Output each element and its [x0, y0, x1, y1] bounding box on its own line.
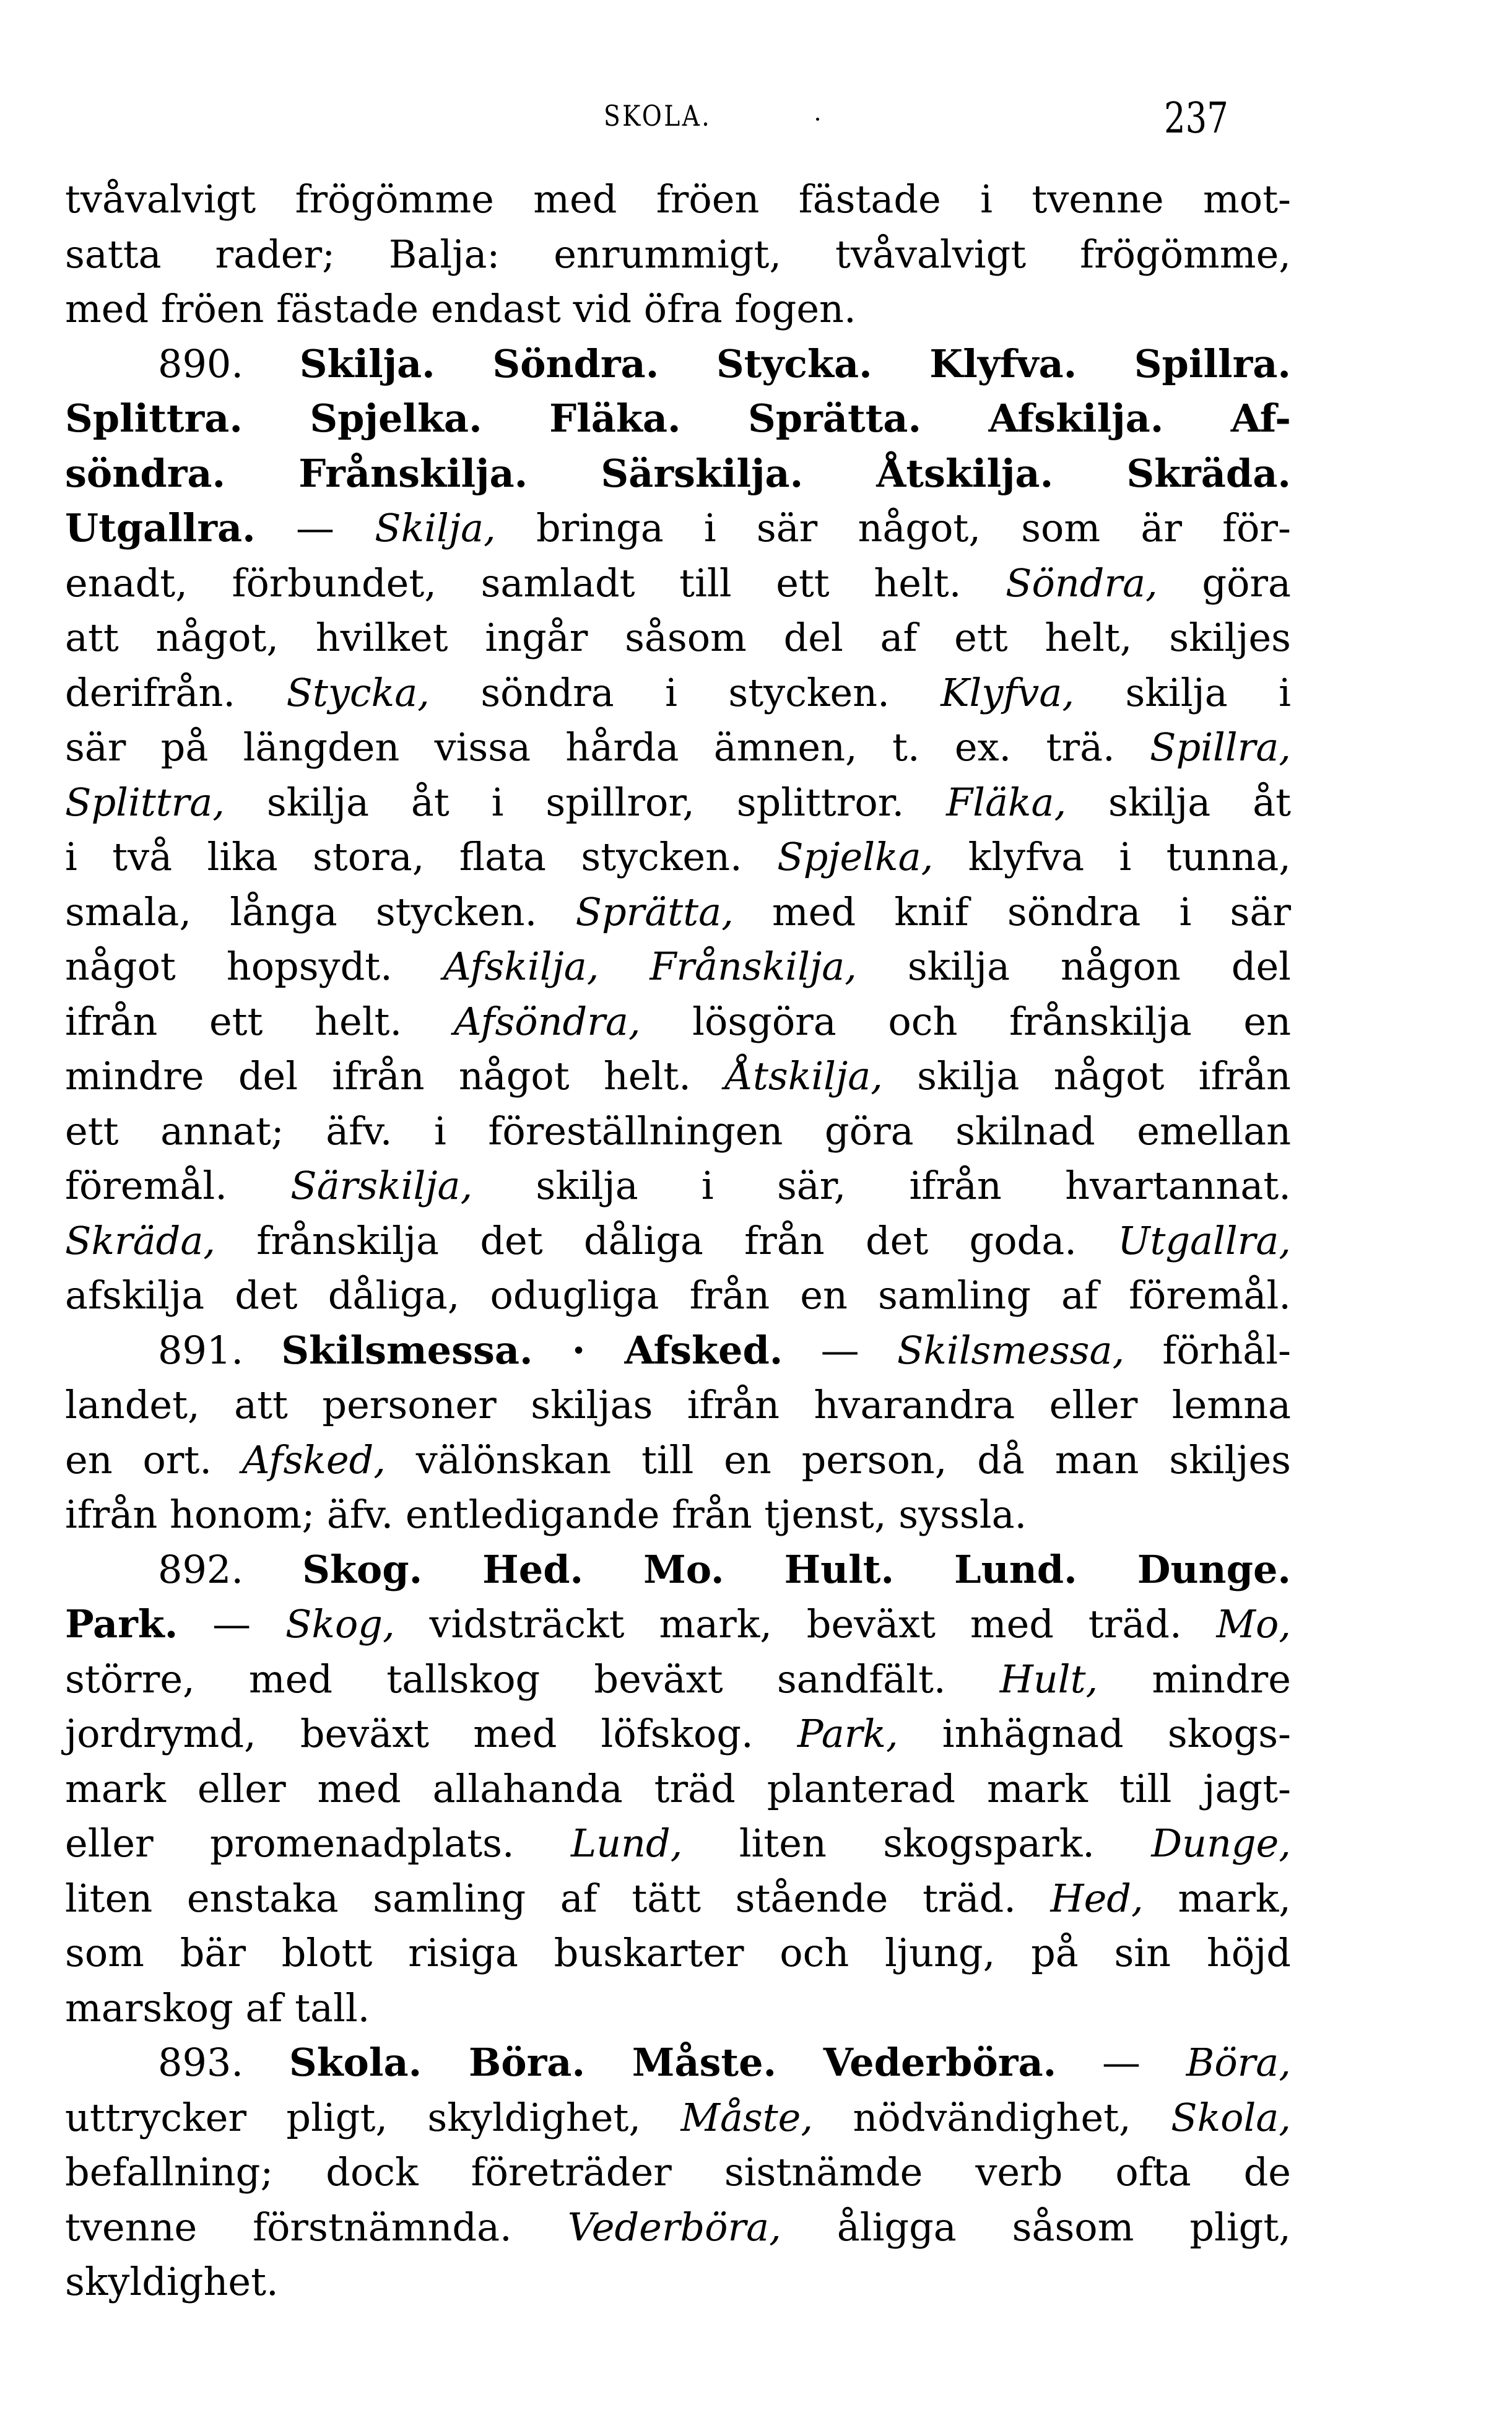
text-line	[65, 939, 1291, 995]
text-line	[65, 830, 1291, 885]
text-segment: med knif söndra i sär	[733, 889, 1291, 934]
entry-headword: Splittra. Spjelka. Fläka. Sprätta. Afskilja. Af-	[65, 396, 1291, 441]
text-line	[65, 556, 1291, 611]
text-line	[65, 172, 1291, 227]
text-segment: marskog af tall.	[65, 1985, 370, 2030]
defined-term: Vederböra,	[567, 2204, 781, 2250]
text-segment: enadt, förbundet, samladt till ett helt.	[65, 560, 1006, 606]
running-head	[0, 94, 1512, 149]
text-segment: —	[255, 505, 375, 551]
defined-term: Åtskilja,	[725, 1053, 883, 1099]
text-line	[65, 1268, 1291, 1323]
text-segment: välönskan till en person, då man skiljes	[385, 1437, 1291, 1482]
text-segment: —	[178, 1601, 285, 1647]
defined-term: Afskilja, Frånskilja,	[443, 944, 857, 989]
defined-term: Afsked,	[241, 1437, 386, 1482]
text-line	[65, 1049, 1291, 1104]
text-segment: mindre del ifrån något helt.	[65, 1053, 726, 1099]
defined-term: Sprätta,	[575, 889, 734, 934]
text-segment: afskilja det dåliga, odugliga från en samling af föremål.	[65, 1273, 1291, 1318]
text-segment: skilja något ifrån	[882, 1053, 1291, 1099]
defined-term: Hed,	[1050, 1875, 1144, 1921]
text-segment: smala, långa stycken.	[65, 889, 576, 934]
defined-term: Hult,	[999, 1656, 1098, 1702]
text-line	[65, 446, 1291, 502]
text-segment: söndra i stycken.	[429, 669, 941, 715]
text-segment: 891.	[158, 1327, 282, 1373]
text-segment: skilja åt	[1066, 779, 1291, 825]
text-line	[65, 720, 1291, 775]
entry-headword: Utgallra.	[65, 505, 256, 551]
text-segment: något hopsydt.	[65, 944, 443, 989]
defined-term: Skola,	[1171, 2094, 1291, 2140]
defined-term: Skräda,	[65, 1217, 216, 1263]
body-text	[65, 172, 1291, 2310]
text-segment: med fröen fästade endast vid öfra fogen.	[65, 286, 856, 331]
text-segment: att något, hvilket ingår såsom del af ett helt, skiljes	[65, 615, 1291, 660]
defined-term: Skilsmessa,	[897, 1327, 1125, 1373]
page-number: 237	[1164, 94, 1228, 143]
defined-term: Lund,	[570, 1821, 683, 1866]
text-line	[65, 1652, 1291, 1707]
text-line	[65, 282, 1291, 337]
defined-term: Måste,	[680, 2094, 814, 2140]
text-segment: 893.	[158, 2040, 289, 2085]
text-line	[65, 1104, 1291, 1159]
text-line	[65, 1214, 1291, 1269]
defined-term: Spillra,	[1150, 725, 1291, 770]
defined-term: Skilja,	[375, 505, 496, 551]
text-segment: ifrån ett helt.	[65, 998, 454, 1044]
text-segment: liten skogspark.	[682, 1821, 1152, 1866]
text-segment: åligga såsom pligt,	[781, 2204, 1291, 2250]
text-line	[65, 775, 1291, 830]
text-segment: 890.	[158, 341, 300, 386]
text-line	[65, 1543, 1291, 1598]
text-line	[65, 1871, 1291, 1926]
text-segment: bringa i sär något, som är för-	[495, 505, 1292, 551]
text-segment: ett annat; äfv. i föreställningen göra skilnad emellan	[65, 1108, 1291, 1154]
text-segment: —	[783, 1327, 897, 1373]
text-line	[65, 501, 1291, 556]
text-segment: tvenne förstnämnda.	[65, 2204, 568, 2250]
text-segment: skilja i	[1074, 669, 1291, 715]
text-segment: större, med tallskog beväxt sandfält.	[65, 1656, 1000, 1702]
defined-term: Afsöndra,	[453, 998, 641, 1044]
defined-term: Klyfva,	[941, 669, 1075, 715]
text-line	[65, 1816, 1291, 1871]
entry-headword: Skilsmessa. · Afsked.	[281, 1327, 783, 1373]
defined-term: Söndra,	[1006, 560, 1158, 606]
text-line	[65, 611, 1291, 666]
defined-term: Särskilja,	[290, 1163, 473, 1208]
text-segment: derifrån.	[65, 669, 287, 715]
text-line	[65, 2091, 1291, 2146]
text-segment: inhägnad skogs-	[898, 1711, 1291, 1756]
defined-term: Skog,	[285, 1601, 395, 1647]
text-line	[65, 2200, 1291, 2255]
text-line	[65, 1926, 1291, 1981]
defined-term: Park,	[797, 1711, 898, 1756]
text-segment: nödvändighet,	[813, 2094, 1171, 2140]
text-line	[65, 1762, 1291, 1817]
text-segment: jordrymd, beväxt med löfskog.	[65, 1711, 797, 1756]
text-segment: eller promenadplats.	[65, 1821, 571, 1866]
text-segment: landet, att personer skiljas ifrån hvarandra eller lemna	[65, 1382, 1291, 1427]
text-line	[65, 1597, 1291, 1652]
text-line	[65, 995, 1291, 1050]
text-line	[65, 666, 1291, 721]
running-head-title: SKOLA.	[604, 99, 712, 133]
text-line	[65, 2255, 1291, 2310]
text-line	[65, 1981, 1291, 2036]
entry-headword: Skilja. Söndra. Stycka. Klyfva. Spillra.	[299, 341, 1291, 386]
entry-headword: Park.	[65, 1601, 178, 1647]
text-segment: ifrån honom; äfv. entledigande från tjenst, syssla.	[65, 1492, 1027, 1537]
defined-term: Dunge,	[1151, 1821, 1291, 1866]
text-segment: skilja åt i spillror, splittror.	[224, 779, 947, 825]
text-line	[65, 1378, 1291, 1433]
text-line	[65, 1707, 1291, 1762]
defined-term: Böra,	[1186, 2040, 1291, 2085]
text-segment: mark,	[1143, 1875, 1291, 1921]
text-line	[65, 1487, 1291, 1543]
text-segment: 892.	[158, 1546, 303, 1592]
text-segment: satta rader; Balja: enrummigt, tvåvalvigt frögömme,	[65, 231, 1291, 277]
text-segment: mindre	[1098, 1656, 1292, 1702]
text-line	[65, 227, 1291, 282]
defined-term: Spjelka,	[777, 834, 934, 879]
defined-term: Utgallra,	[1118, 1217, 1291, 1263]
text-segment: i två lika stora, flata stycken.	[65, 834, 778, 879]
defined-term: Mo,	[1216, 1601, 1291, 1647]
text-segment: liten enstaka samling af tätt stående träd.	[65, 1875, 1051, 1921]
text-line	[65, 1159, 1291, 1214]
text-line	[65, 2145, 1291, 2200]
text-segment: föremål.	[65, 1163, 291, 1208]
text-segment: förhål-	[1124, 1327, 1291, 1373]
entry-headword: söndra. Frånskilja. Särskilja. Åtskilja. Skräda.	[65, 450, 1291, 496]
text-segment: en ort.	[65, 1437, 242, 1482]
text-line	[65, 1323, 1291, 1378]
text-segment: mark eller med allahanda träd planterad mark till jagt-	[65, 1765, 1291, 1811]
text-segment: befallning; dock företräder sistnämde verb ofta de	[65, 2149, 1291, 2195]
text-line	[65, 391, 1291, 446]
text-segment: —	[1056, 2040, 1186, 2085]
text-segment: göra	[1157, 560, 1291, 606]
text-segment: uttrycker pligt, skyldighet,	[65, 2094, 681, 2140]
text-line	[65, 2035, 1291, 2091]
text-segment: skilja någon del	[856, 944, 1292, 989]
entry-headword: Skog. Hed. Mo. Hult. Lund. Dunge.	[302, 1546, 1291, 1592]
text-segment: frånskilja det dåliga från det goda.	[215, 1217, 1118, 1263]
text-segment: som bär blott risiga buskarter och ljung, på sin höjd	[65, 1930, 1291, 1975]
text-segment: skilja i sär, ifrån hvartannat.	[472, 1163, 1291, 1208]
text-segment: lösgöra och frånskilja en	[640, 998, 1291, 1044]
entry-headword: Skola. Böra. Måste. Vederböra.	[289, 2040, 1057, 2085]
text-segment: tvåvalvigt frögömme med fröen fästade i tvenne mot-	[65, 176, 1291, 222]
defined-term: Splittra,	[65, 779, 225, 825]
text-segment: vidsträckt mark, beväxt med träd.	[394, 1601, 1217, 1647]
text-segment: skyldighet.	[65, 2259, 279, 2304]
text-line	[65, 885, 1291, 940]
defined-term: Fläka,	[946, 779, 1067, 825]
text-segment: klyfva i tunna,	[933, 834, 1291, 879]
defined-term: Stycka,	[286, 669, 430, 715]
text-line	[65, 337, 1291, 392]
text-segment: sär på längden vissa hårda ämnen, t. ex. trä.	[65, 725, 1150, 770]
text-line	[65, 1433, 1291, 1488]
